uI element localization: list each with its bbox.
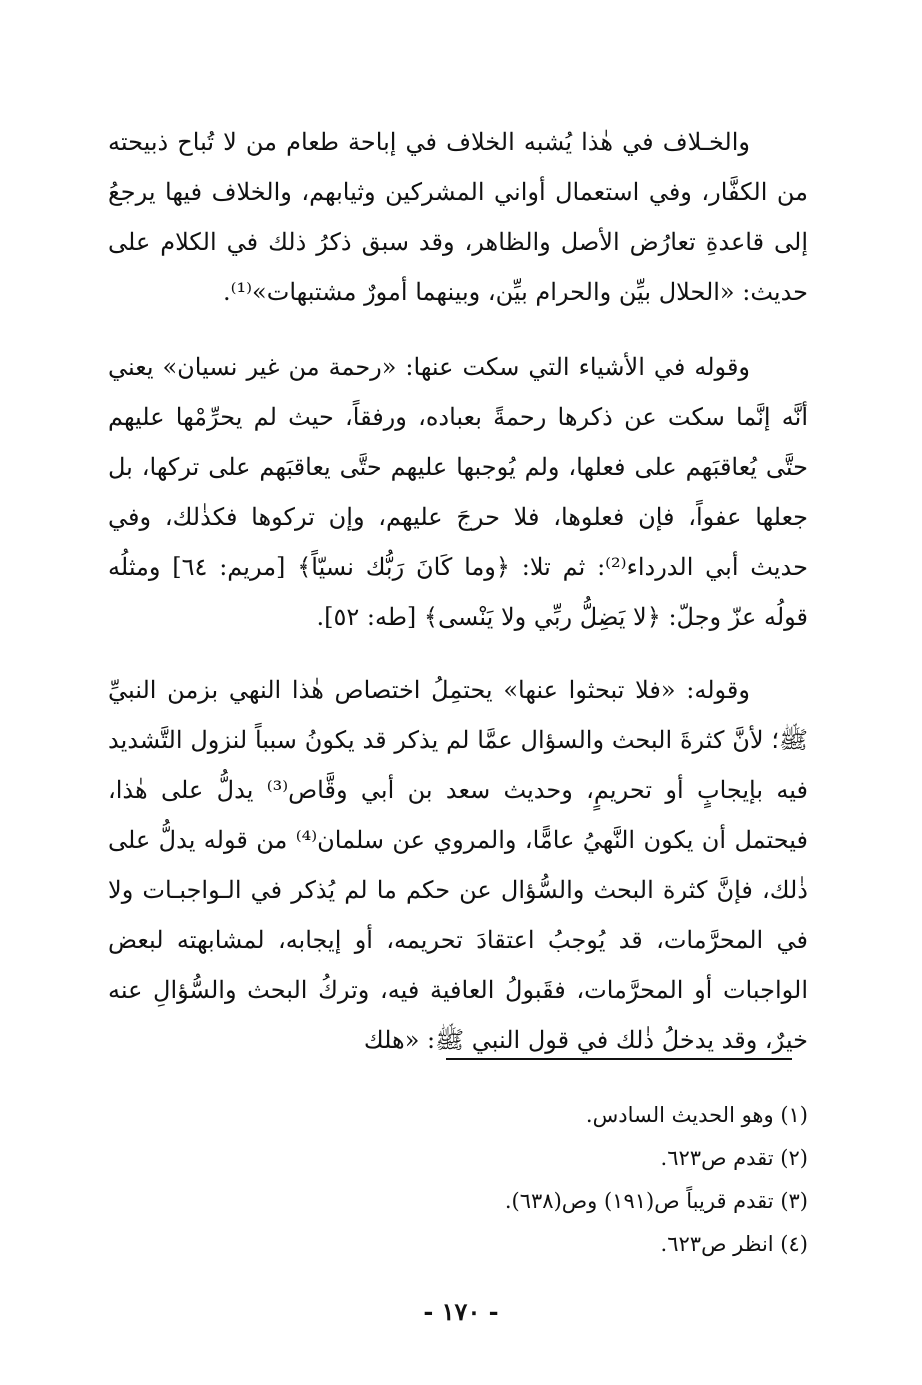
page-number: - ١٧٠ - bbox=[423, 1297, 499, 1326]
paragraph-2: وقوله في الأشياء التي سكت عنها: «رحمة من غير نسيان» يعني أنَّه إنَّما سكت عن ذكرها رحمةً بعباده، ورفقاً، حيث لم يحرِّمْها عليهم حتَّى يُعاقبَهم على فعلها، ولم يُوجبها عليهم حتَّى يعاقبَهم على تركها، بل جعلها عفواً، فإن فعلوها، فلا حرجَ عليهم، وإن تركوها فكذٰلك، وفي حديث أبي الدرداء⁽²⁾: ثم تلا: ﴿وما كَانَ رَبُّك نسيّاً﴾ [مريم: ٦٤] ومثلُه قولُه عزّ وجلّ: ﴿لا يَضِلُّ ربِّي ولا يَنْسى﴾ [طه: ٥٢]. bbox=[108, 353, 808, 631]
footnote-4: (٤) انظر ص٦٢٣. bbox=[660, 1232, 808, 1256]
paragraph-1: والخـلاف في هٰذا يُشبه الخلاف في إباحة طعام من لا تُباح ذبيحته من الكفَّار، وفي استعمال أواني المشركين وثيابهم، والخلاف فيها يرجعُ إلى قاعدةِ تعارُض الأصل والظاهر، وقد سبق ذكرُ ذلك في الكلام على حديث: «الحلال بيِّن والحرام بيِّن، وبينهما أمورٌ مشتبهات»⁽¹⁾. bbox=[108, 128, 808, 306]
paragraph-3: وقوله: «فلا تبحثوا عنها» يحتمِلُ اختصاص هٰذا النهي بزمن النبيِّ ﷺ؛ لأنَّ كثرةَ البحث والسؤال عمَّا لم يذكر قد يكونُ سبباً لنزول التَّشديد فيه بإيجابٍ أو تحريمٍ، وحديث سعد بن أبي وقَّاص⁽³⁾ يدلُّ على هٰذا، فيحتمل أن يكون النَّهيُ عامًّا، والمروي عن سلمان⁽⁴⁾ من قوله يدلُّ على ذٰلك، فإنَّ كثرة البحث والسُّؤال عن حكم ما لم يُذكر في الـواجبـات ولا في المحرَّمات، قد يُوجبُ اعتقادَ تحريمه، أو إيجابه، لمشابهته لبعض الواجبات أو المحرَّمات، فقَبولُ العافية فيه، وتركُ البحث والسُّؤالِ عنه خيرٌ، وقد يدخلُ ذٰلك في قول النبي ﷺ: «هلك bbox=[108, 676, 808, 1054]
footnote-divider bbox=[446, 1058, 792, 1060]
main-text-block-1 bbox=[108, 117, 808, 317]
footnote-1: (١) وهو الحديث السادس. bbox=[585, 1103, 808, 1127]
footnote-2: (٢) تقدم ص٦٢٣. bbox=[660, 1146, 808, 1170]
footnote-3: (٣) تقدم قريباً ص(١٩١) وص(٦٣٨). bbox=[504, 1189, 808, 1213]
main-text-block-3 bbox=[108, 665, 808, 1065]
footnotes-section bbox=[108, 1094, 808, 1266]
main-text-block-2 bbox=[108, 342, 808, 642]
